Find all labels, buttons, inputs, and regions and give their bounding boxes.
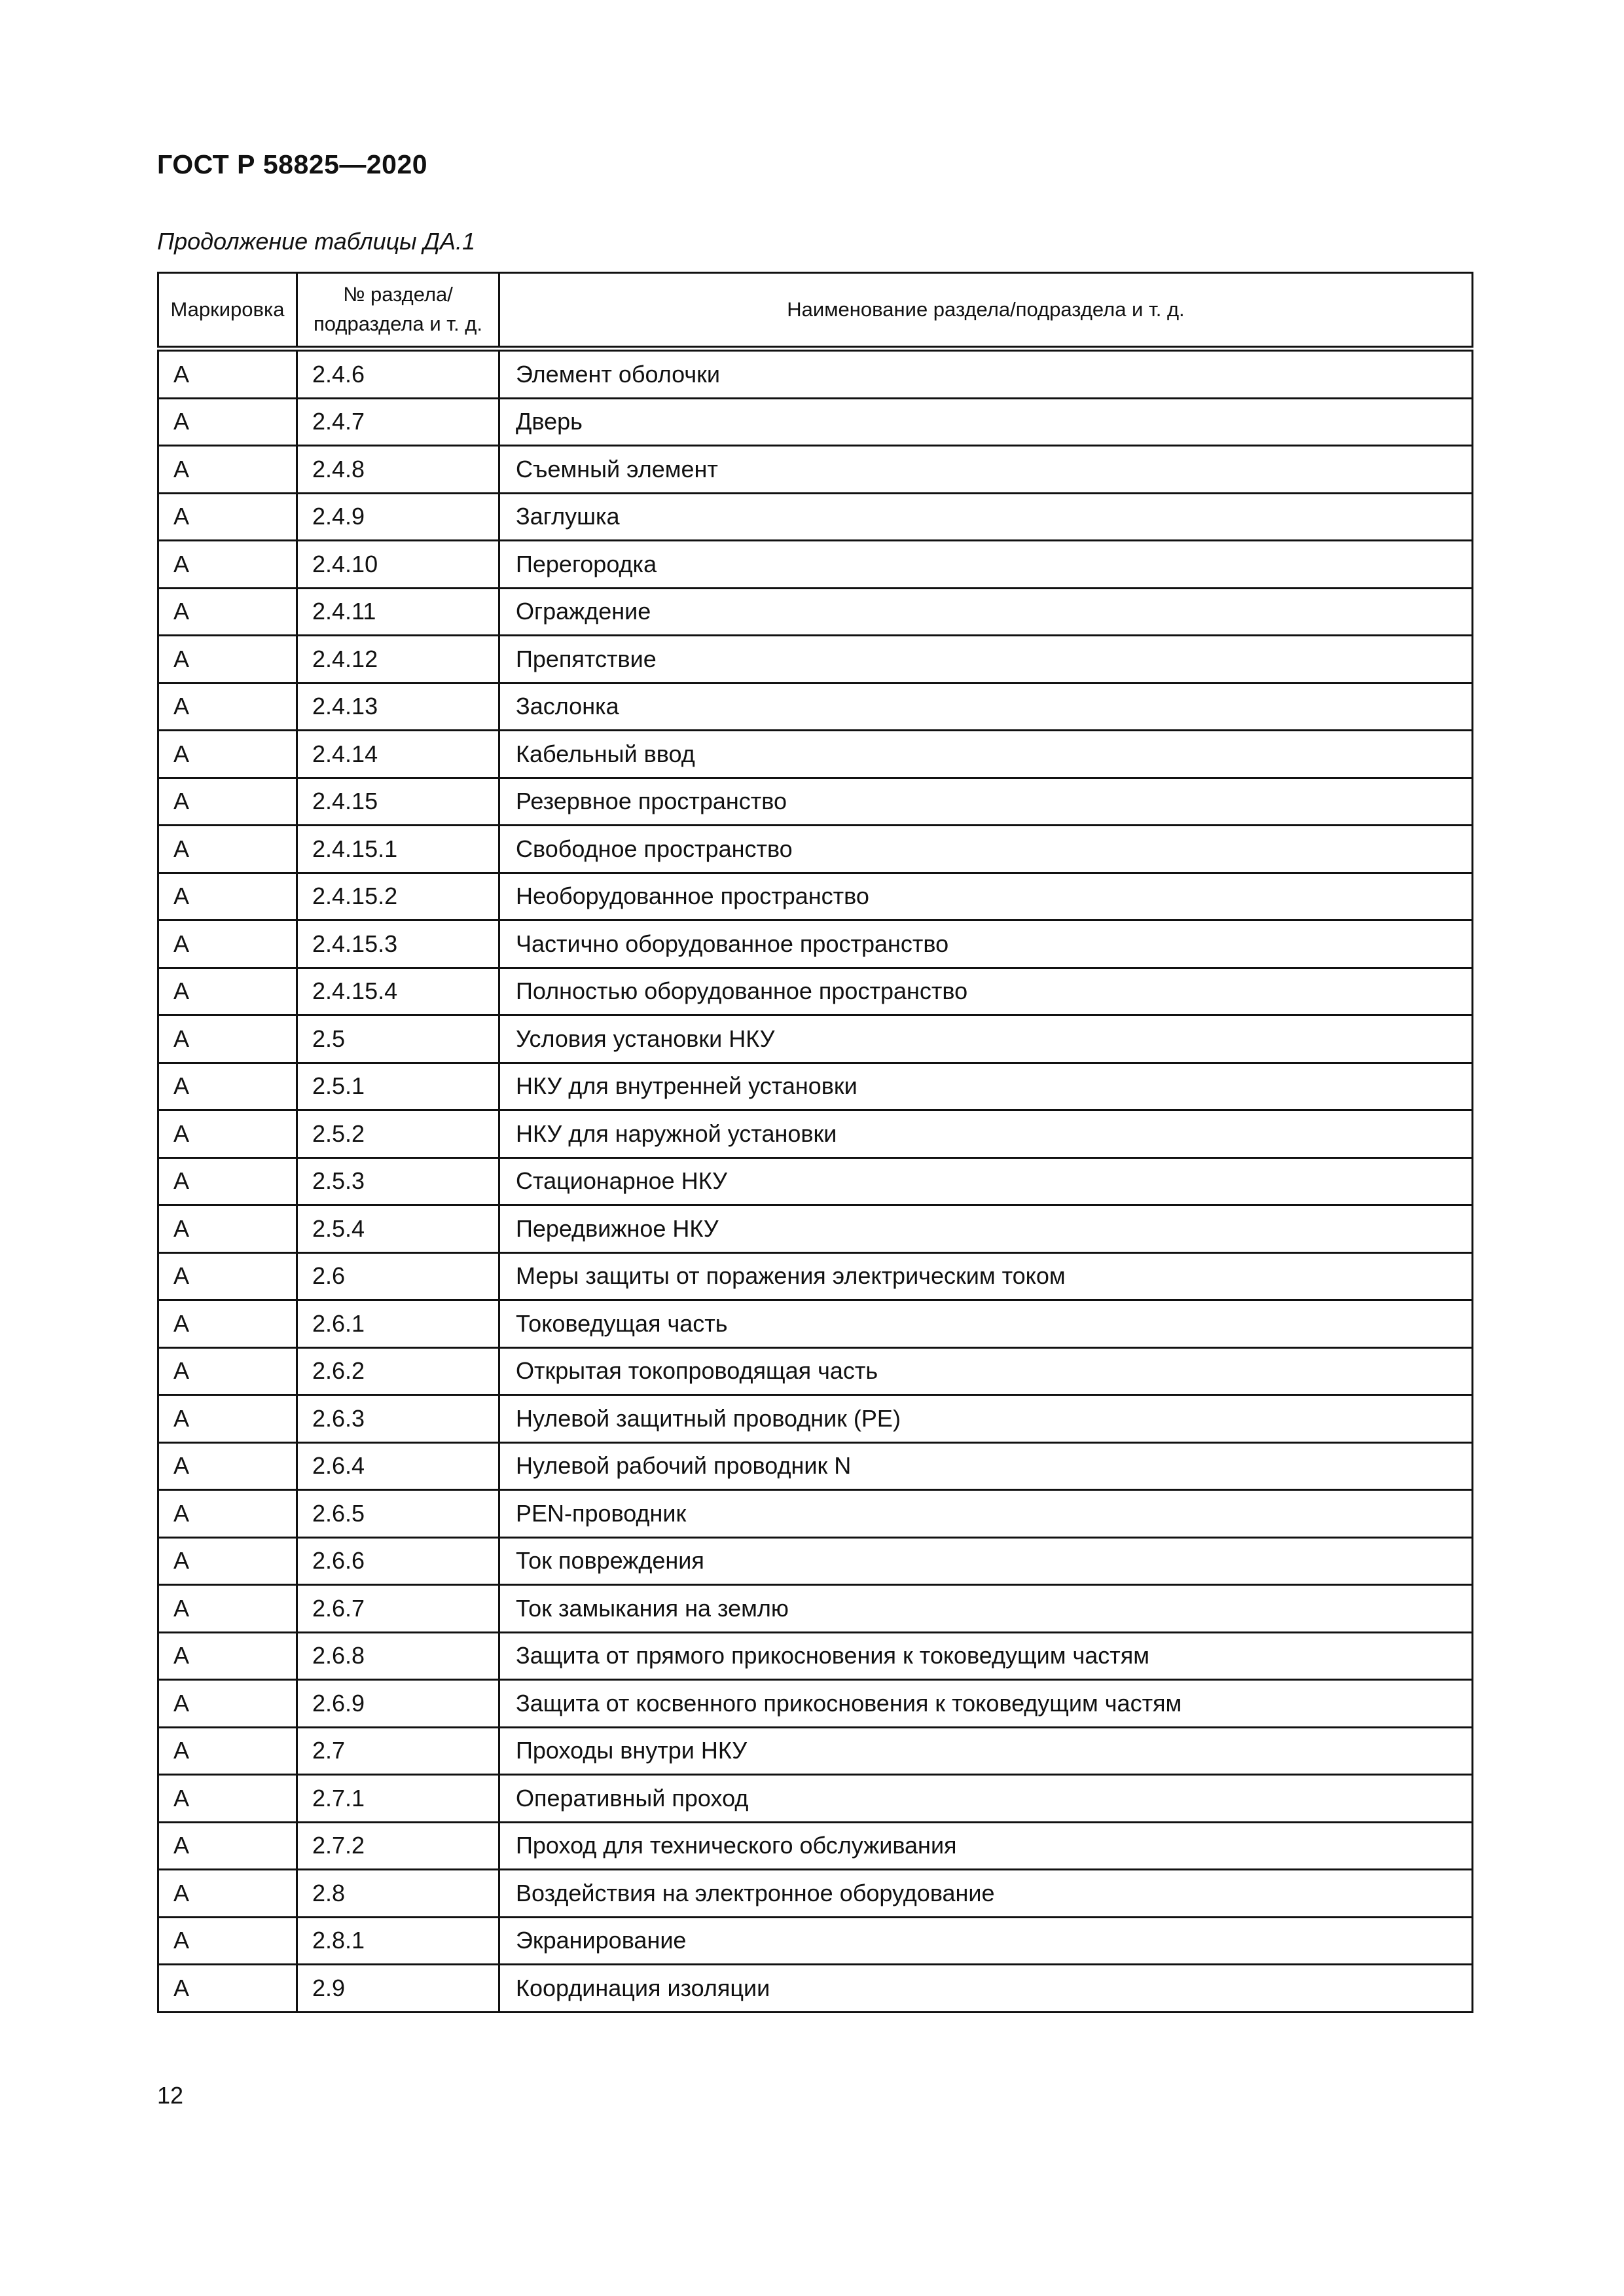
table-row bbox=[158, 920, 1473, 968]
marking-cell: А bbox=[158, 1585, 297, 1633]
table-row bbox=[158, 493, 1473, 541]
section-name-cell: Резервное пространство bbox=[499, 778, 1473, 826]
table-row bbox=[158, 588, 1473, 636]
table-row bbox=[158, 826, 1473, 873]
section-number-cell: 2.5.1 bbox=[297, 1063, 499, 1110]
marking-cell: А bbox=[158, 683, 297, 731]
marking-cell: А bbox=[158, 1252, 297, 1300]
table-row bbox=[158, 1680, 1473, 1728]
section-name-cell: Заслонка bbox=[499, 683, 1473, 731]
column-header-section-name: Наименование раздела/подраздела и т. д. bbox=[499, 273, 1473, 349]
section-number-cell: 2.4.9 bbox=[297, 493, 499, 541]
table-row bbox=[158, 1917, 1473, 1965]
section-number-cell: 2.4.12 bbox=[297, 636, 499, 683]
section-name-cell: Передвижное НКУ bbox=[499, 1205, 1473, 1253]
table-row bbox=[158, 1442, 1473, 1490]
section-number-cell: 2.4.8 bbox=[297, 446, 499, 494]
section-number-cell: 2.6.1 bbox=[297, 1300, 499, 1348]
section-number-cell: 2.4.7 bbox=[297, 398, 499, 446]
section-number-cell: 2.6.2 bbox=[297, 1347, 499, 1395]
marking-cell: А bbox=[158, 588, 297, 636]
section-number-cell: 2.6.7 bbox=[297, 1585, 499, 1633]
section-name-cell: Элемент оболочки bbox=[499, 349, 1473, 399]
marking-cell: А bbox=[158, 1300, 297, 1348]
marking-cell: А bbox=[158, 968, 297, 1015]
section-number-cell: 2.7 bbox=[297, 1727, 499, 1775]
table-row bbox=[158, 1965, 1473, 2013]
section-name-cell: Оперативный проход bbox=[499, 1775, 1473, 1823]
table-header-row bbox=[158, 273, 1473, 349]
section-name-cell: Защита от прямого прикосновения к токоведущим частям bbox=[499, 1632, 1473, 1680]
marking-cell: А bbox=[158, 398, 297, 446]
section-name-cell: Защита от косвенного прикосновения к токоведущим частям bbox=[499, 1680, 1473, 1728]
section-number-cell: 2.6.8 bbox=[297, 1632, 499, 1680]
marking-cell: А bbox=[158, 1870, 297, 1918]
table-row bbox=[158, 446, 1473, 494]
table-row bbox=[158, 1775, 1473, 1823]
section-name-cell: Открытая токопроводящая часть bbox=[499, 1347, 1473, 1395]
marking-cell: А bbox=[158, 1537, 297, 1585]
table-row bbox=[158, 1727, 1473, 1775]
section-number-cell: 2.6.6 bbox=[297, 1537, 499, 1585]
section-name-cell: Проходы внутри НКУ bbox=[499, 1727, 1473, 1775]
section-name-cell: НКУ для внутренней установки bbox=[499, 1063, 1473, 1110]
section-number-cell: 2.4.10 bbox=[297, 541, 499, 589]
section-name-cell: Частично оборудованное пространство bbox=[499, 920, 1473, 968]
marking-cell: А bbox=[158, 873, 297, 920]
table-row bbox=[158, 1585, 1473, 1633]
section-number-cell: 2.5 bbox=[297, 1015, 499, 1063]
section-name-cell: Перегородка bbox=[499, 541, 1473, 589]
section-number-cell: 2.8.1 bbox=[297, 1917, 499, 1965]
table-row bbox=[158, 1205, 1473, 1253]
table-row bbox=[158, 1870, 1473, 1918]
section-name-cell: Свободное пространство bbox=[499, 826, 1473, 873]
marking-cell: А bbox=[158, 1347, 297, 1395]
section-name-cell: РЕN-проводник bbox=[499, 1490, 1473, 1538]
marking-cell: А bbox=[158, 1015, 297, 1063]
section-number-cell: 2.6.4 bbox=[297, 1442, 499, 1490]
table-row bbox=[158, 1347, 1473, 1395]
column-header-marking: Маркировка bbox=[158, 273, 297, 349]
table-row bbox=[158, 1110, 1473, 1158]
marking-cell: А bbox=[158, 1205, 297, 1253]
marking-cell: А bbox=[158, 446, 297, 494]
table-row bbox=[158, 1395, 1473, 1443]
marking-cell: А bbox=[158, 1775, 297, 1823]
section-number-cell: 2.6 bbox=[297, 1252, 499, 1300]
table-row bbox=[158, 1537, 1473, 1585]
marking-cell: А bbox=[158, 1395, 297, 1443]
section-name-cell: Ток повреждения bbox=[499, 1537, 1473, 1585]
page-number: 12 bbox=[157, 2082, 184, 2109]
section-name-cell: Проход для технического обслуживания bbox=[499, 1822, 1473, 1870]
marking-cell: А bbox=[158, 349, 297, 399]
section-number-cell: 2.6.9 bbox=[297, 1680, 499, 1728]
marking-cell: А bbox=[158, 920, 297, 968]
table-row bbox=[158, 1157, 1473, 1205]
marking-cell: А bbox=[158, 1822, 297, 1870]
section-name-cell: Токоведущая часть bbox=[499, 1300, 1473, 1348]
section-number-cell: 2.4.15 bbox=[297, 778, 499, 826]
section-number-cell: 2.6.5 bbox=[297, 1490, 499, 1538]
section-name-cell: Ток замыкания на землю bbox=[499, 1585, 1473, 1633]
section-name-cell: Экранирование bbox=[499, 1917, 1473, 1965]
marking-cell: А bbox=[158, 1727, 297, 1775]
section-number-cell: 2.7.1 bbox=[297, 1775, 499, 1823]
table-row bbox=[158, 398, 1473, 446]
marking-cell: А bbox=[158, 1490, 297, 1538]
section-name-cell: Стационарное НКУ bbox=[499, 1157, 1473, 1205]
marking-cell: А bbox=[158, 1917, 297, 1965]
section-number-cell: 2.9 bbox=[297, 1965, 499, 2013]
table-row bbox=[158, 1822, 1473, 1870]
section-number-cell: 2.4.15.2 bbox=[297, 873, 499, 920]
table-row bbox=[158, 968, 1473, 1015]
section-number-cell: 2.4.11 bbox=[297, 588, 499, 636]
table-row bbox=[158, 636, 1473, 683]
terms-table bbox=[157, 272, 1473, 2013]
section-name-cell: Меры защиты от поражения электрическим током bbox=[499, 1252, 1473, 1300]
section-name-cell: Нулевой рабочий проводник N bbox=[499, 1442, 1473, 1490]
section-name-cell: Координация изоляции bbox=[499, 1965, 1473, 2013]
marking-cell: А bbox=[158, 1680, 297, 1728]
section-number-cell: 2.4.15.1 bbox=[297, 826, 499, 873]
table-row bbox=[158, 541, 1473, 589]
marking-cell: А bbox=[158, 1110, 297, 1158]
table-row bbox=[158, 731, 1473, 778]
table-row bbox=[158, 1300, 1473, 1348]
marking-cell: А bbox=[158, 493, 297, 541]
marking-cell: А bbox=[158, 1063, 297, 1110]
marking-cell: А bbox=[158, 1632, 297, 1680]
section-number-cell: 2.6.3 bbox=[297, 1395, 499, 1443]
section-number-cell: 2.4.6 bbox=[297, 349, 499, 399]
marking-cell: А bbox=[158, 826, 297, 873]
document-code: ГОСТ Р 58825—2020 bbox=[157, 149, 428, 179]
section-name-cell: Дверь bbox=[499, 398, 1473, 446]
section-number-cell: 2.4.14 bbox=[297, 731, 499, 778]
section-name-cell: Ограждение bbox=[499, 588, 1473, 636]
marking-cell: А bbox=[158, 731, 297, 778]
table-row bbox=[158, 683, 1473, 731]
section-number-cell: 2.4.13 bbox=[297, 683, 499, 731]
section-number-cell: 2.4.15.4 bbox=[297, 968, 499, 1015]
section-name-cell: Полностью оборудованное пространство bbox=[499, 968, 1473, 1015]
section-name-cell: НКУ для наружной установки bbox=[499, 1110, 1473, 1158]
marking-cell: А bbox=[158, 541, 297, 589]
section-number-cell: 2.4.15.3 bbox=[297, 920, 499, 968]
marking-cell: А bbox=[158, 636, 297, 683]
table-row bbox=[158, 778, 1473, 826]
column-header-section-number: № раздела/ подраздела и т. д. bbox=[297, 273, 499, 349]
section-name-cell: Препятствие bbox=[499, 636, 1473, 683]
marking-cell: А bbox=[158, 1157, 297, 1205]
section-name-cell: Необорудованное пространство bbox=[499, 873, 1473, 920]
section-number-cell: 2.5.2 bbox=[297, 1110, 499, 1158]
section-name-cell: Условия установки НКУ bbox=[499, 1015, 1473, 1063]
table-row bbox=[158, 1015, 1473, 1063]
section-number-cell: 2.7.2 bbox=[297, 1822, 499, 1870]
table-row bbox=[158, 1252, 1473, 1300]
marking-cell: А bbox=[158, 1442, 297, 1490]
marking-cell: А bbox=[158, 1965, 297, 2013]
section-name-cell: Съемный элемент bbox=[499, 446, 1473, 494]
table-body bbox=[158, 349, 1473, 2013]
table-row bbox=[158, 1632, 1473, 1680]
section-number-cell: 2.8 bbox=[297, 1870, 499, 1918]
section-number-cell: 2.5.3 bbox=[297, 1157, 499, 1205]
table-row bbox=[158, 1490, 1473, 1538]
table-row bbox=[158, 349, 1473, 399]
table-caption: Продолжение таблицы ДА.1 bbox=[157, 228, 476, 255]
section-number-cell: 2.5.4 bbox=[297, 1205, 499, 1253]
section-name-cell: Заглушка bbox=[499, 493, 1473, 541]
table-row bbox=[158, 1063, 1473, 1110]
terms-table-container bbox=[157, 272, 1471, 2013]
section-name-cell: Кабельный ввод bbox=[499, 731, 1473, 778]
table-row bbox=[158, 873, 1473, 920]
section-name-cell: Воздействия на электронное оборудование bbox=[499, 1870, 1473, 1918]
marking-cell: А bbox=[158, 778, 297, 826]
section-name-cell: Нулевой защитный проводник (РЕ) bbox=[499, 1395, 1473, 1443]
